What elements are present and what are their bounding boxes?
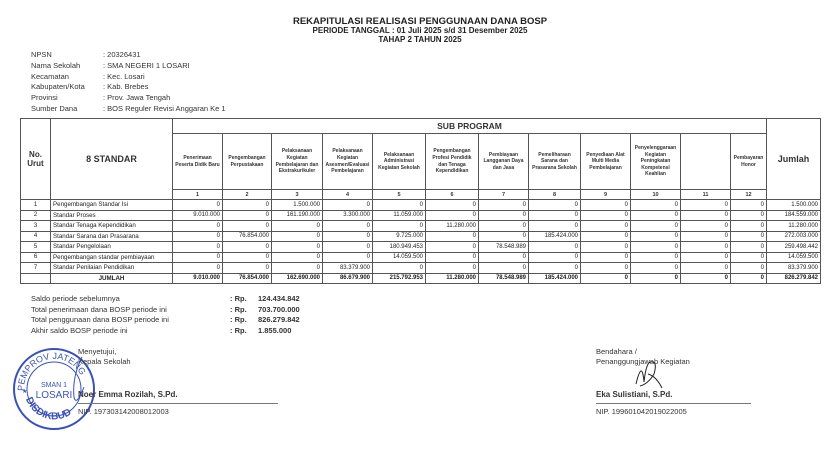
- cell-value: 0: [323, 221, 373, 232]
- cell-value: 0: [323, 200, 373, 211]
- cell-value: 0: [426, 200, 479, 211]
- cell-value: 0: [731, 252, 767, 263]
- cell-value: 78.548.989: [479, 242, 529, 253]
- cell-value: 1.500.000: [272, 200, 323, 211]
- report-period: PERIODE TANGGAL : 01 Juli 2025 s/d 31 Desember 2025: [312, 26, 528, 35]
- row-number: 1: [21, 200, 51, 211]
- column-number: 10: [631, 190, 681, 200]
- treasurer-label: Bendahara /: [596, 347, 637, 356]
- info-label: Nama Sekolah: [31, 60, 81, 70]
- info-value: : BOS Reguler Revisi Anggaran Ke 1: [103, 103, 226, 113]
- cell-value: 0: [426, 231, 479, 242]
- cell-value: 0: [581, 231, 631, 242]
- column-number: 2: [223, 190, 272, 200]
- info-label: Sumber Dana: [31, 103, 78, 113]
- no-urut-header: No. Urut: [21, 119, 51, 200]
- currency-label: : Rp.: [230, 325, 247, 335]
- info-value: : 20326431: [103, 50, 141, 59]
- column-header: Penyelenggaraan Kegiatan Peningkatan Kompetensi Keahlian: [631, 134, 681, 190]
- info-label: Kabupaten/Kota: [31, 82, 85, 92]
- cell-value: 0: [631, 231, 681, 242]
- table-row: [21, 200, 821, 211]
- bosp-table: [20, 118, 821, 284]
- cell-value: 0: [731, 231, 767, 242]
- info-label: NPSN: [31, 50, 52, 59]
- cell-value: 0: [223, 200, 272, 211]
- cell-value: 0: [426, 210, 479, 221]
- balance-summary: [31, 294, 300, 336]
- total-row: [21, 273, 821, 284]
- principal-nip: NIP. 197303142008012003: [78, 407, 169, 416]
- cell-value: 161.190.000: [272, 210, 323, 221]
- cell-value: 0: [479, 210, 529, 221]
- column-header: Penyediaan Alat Multi Media Pembelajaran: [581, 134, 631, 190]
- row-number: 2: [21, 210, 51, 221]
- stamp-bottom-text: DISDIKBUD: [23, 395, 74, 423]
- cell-value: 0: [223, 221, 272, 232]
- row-total: 184.559.000: [767, 210, 821, 221]
- column-number: 7: [479, 190, 529, 200]
- summary-value: 703.700.000: [258, 304, 300, 314]
- summary-row: [31, 326, 300, 337]
- cell-value: 0: [731, 210, 767, 221]
- total-value: 0: [581, 273, 631, 284]
- summary-row: [31, 315, 300, 326]
- cell-value: 0: [223, 242, 272, 253]
- row-total: 83.379.900: [767, 263, 821, 274]
- column-number: 3: [272, 190, 323, 200]
- cell-value: 0: [479, 221, 529, 232]
- treasurer-nip: NIP. 199601042019022005: [596, 407, 687, 416]
- info-value: : Prov. Jawa Tengah: [103, 93, 171, 103]
- cell-value: 0: [631, 210, 681, 221]
- cell-value: 11.059.000: [373, 210, 426, 221]
- row-total: 259.498.442: [767, 242, 821, 253]
- column-header: Penerimaan Peserta Didik Baru: [173, 134, 223, 190]
- standar-name: Pengembangan Standar Isi: [51, 200, 173, 211]
- row-total: 1.500.000: [767, 200, 821, 211]
- cell-value: 0: [479, 263, 529, 274]
- cell-value: 0: [529, 200, 581, 211]
- row-number: 6: [21, 252, 51, 263]
- info-row: [31, 93, 226, 104]
- summary-value: 1.855.000: [258, 325, 292, 335]
- standar-name: Standar Proses: [51, 210, 173, 221]
- cell-value: 0: [731, 242, 767, 253]
- row-total: 272.003.000: [767, 231, 821, 242]
- summary-label: Saldo periode sebelumnya: [31, 294, 120, 303]
- total-label: JUMLAH: [51, 273, 173, 284]
- cell-value: 0: [631, 221, 681, 232]
- total-value: 0: [681, 273, 731, 284]
- approval-label: Menyetujui,: [78, 347, 117, 356]
- info-value: : SMA NEGERI 1 LOSARI: [103, 60, 190, 70]
- cell-value: 0: [529, 263, 581, 274]
- column-number: 1: [173, 190, 223, 200]
- cell-value: 0: [529, 252, 581, 263]
- cell-value: 9.725.000: [373, 231, 426, 242]
- cell-value: 0: [173, 221, 223, 232]
- cell-value: 0: [581, 242, 631, 253]
- cell-value: 0: [223, 263, 272, 274]
- row-total: 14.059.500: [767, 252, 821, 263]
- cell-value: 0: [581, 263, 631, 274]
- info-row: [31, 82, 226, 93]
- cell-value: 0: [272, 263, 323, 274]
- summary-value: 826.279.842: [258, 315, 300, 324]
- table-row: [21, 263, 821, 274]
- info-row: [31, 61, 226, 72]
- currency-label: : Rp.: [230, 294, 247, 303]
- summary-value: 124.434.842: [258, 294, 300, 303]
- cell-value: 0: [173, 263, 223, 274]
- total-value: 76.854.000: [223, 273, 272, 284]
- cell-value: 76.854.000: [223, 231, 272, 242]
- cell-value: 0: [173, 252, 223, 263]
- principal-signature-block: [78, 347, 278, 416]
- column-number: 9: [581, 190, 631, 200]
- total-value: 215.792.953: [373, 273, 426, 284]
- cell-value: 0: [631, 252, 681, 263]
- total-value: 162.690.000: [272, 273, 323, 284]
- principal-title: Kepala Sekolah: [78, 357, 131, 366]
- cell-value: 83.379.900: [323, 263, 373, 274]
- cell-value: 0: [529, 210, 581, 221]
- cell-value: 0: [581, 221, 631, 232]
- cell-value: 0: [173, 242, 223, 253]
- signature-rule: [596, 403, 751, 404]
- column-header: Pembiayaan Langganan Daya dan Jasa: [479, 134, 529, 190]
- cell-value: 0: [529, 242, 581, 253]
- cell-value: 0: [581, 210, 631, 221]
- cell-value: 0: [272, 231, 323, 242]
- principal-name: Noer Emma Rozilah, S.Pd.: [78, 390, 178, 399]
- jumlah-header: Jumlah: [767, 119, 821, 200]
- column-header: Pelaksanaan Administrasi Kegiatan Sekolah: [373, 134, 426, 190]
- cell-value: 0: [479, 252, 529, 263]
- column-number: 5: [373, 190, 426, 200]
- standar-name: Standar Penilaian Pendidikan: [51, 263, 173, 274]
- cell-value: 0: [223, 252, 272, 263]
- row-number: 4: [21, 231, 51, 242]
- cell-value: 0: [731, 221, 767, 232]
- cell-value: 0: [681, 242, 731, 253]
- cell-value: 0: [731, 263, 767, 274]
- cell-value: 0: [173, 200, 223, 211]
- cell-value: 9.010.000: [173, 210, 223, 221]
- report-title: REKAPITULASI REALISASI PENGGUNAAN DANA BOSP: [292, 16, 548, 27]
- cell-value: 0: [631, 263, 681, 274]
- total-value: 185.424.000: [529, 273, 581, 284]
- table-row: [21, 242, 821, 253]
- column-header: Pelaksanaan Kegiatan Asesmen/Evaluasi Pembelajaran: [323, 134, 373, 190]
- currency-label: : Rp.: [230, 304, 247, 314]
- summary-label: Total penggunaan dana BOSP periode ini: [31, 315, 169, 324]
- column-header: Pemeliharaan Sarana dan Prasarana Sekolah: [529, 134, 581, 190]
- cell-value: 0: [426, 263, 479, 274]
- standar-name: Pengembangan standar pembiayaan: [51, 252, 173, 263]
- cell-value: 0: [479, 231, 529, 242]
- sub-program-header: SUB PROGRAM: [173, 119, 767, 134]
- info-row: [31, 72, 226, 83]
- school-info: [31, 50, 226, 115]
- cell-value: 3.300.000: [323, 210, 373, 221]
- row-number: 5: [21, 242, 51, 253]
- cell-value: 0: [223, 210, 272, 221]
- signature-rule: [78, 403, 278, 404]
- total-value: 0: [731, 273, 767, 284]
- report-stage: TAHAP 2 TAHUN 2025: [378, 35, 462, 44]
- report-header: [0, 17, 840, 44]
- info-row: [31, 104, 226, 115]
- cell-value: 0: [272, 221, 323, 232]
- cell-value: 0: [173, 231, 223, 242]
- cell-value: 0: [373, 263, 426, 274]
- cell-value: 0: [681, 252, 731, 263]
- cell-value: 180.949.453: [373, 242, 426, 253]
- total-value: 78.548.989: [479, 273, 529, 284]
- total-value: 86.679.900: [323, 273, 373, 284]
- total-value: 0: [631, 273, 681, 284]
- cell-value: 0: [373, 221, 426, 232]
- treasurer-name: Eka Sulistiani, S.Pd.: [596, 390, 673, 399]
- cell-value: 0: [631, 200, 681, 211]
- row-number: 7: [21, 263, 51, 274]
- standar-header: 8 STANDAR: [51, 119, 173, 200]
- cell-value: 0: [681, 221, 731, 232]
- cell-value: 185.424.000: [529, 231, 581, 242]
- currency-label: : Rp.: [230, 315, 247, 324]
- column-header: Pengembangan Profesi Pendidik dan Tenaga Kependidikan: [426, 134, 479, 190]
- column-header: [681, 134, 731, 190]
- summary-label: Akhir saldo BOSP periode ini: [31, 325, 128, 335]
- stamp-top-text: PEMPROV JATENG: [15, 350, 88, 392]
- treasurer-signature-block: [596, 347, 751, 416]
- cell-value: 0: [272, 252, 323, 263]
- cell-value: 0: [731, 200, 767, 211]
- summary-row: [31, 294, 300, 305]
- table-row: [21, 252, 821, 263]
- table-row: [21, 221, 821, 232]
- info-label: Kecamatan: [31, 71, 69, 81]
- cell-value: 0: [272, 242, 323, 253]
- cell-value: 0: [681, 210, 731, 221]
- column-header: Pelaksanaan Kegiatan Pembelajaran dan Ekstrakurikuler: [272, 134, 323, 190]
- column-number: 6: [426, 190, 479, 200]
- cell-value: 0: [373, 200, 426, 211]
- cell-value: 0: [323, 242, 373, 253]
- star-icon: ★: [22, 389, 28, 395]
- info-value: : Kab. Brebes: [103, 82, 149, 92]
- cell-value: 0: [323, 252, 373, 263]
- column-number: 8: [529, 190, 581, 200]
- column-header: Pembayaran Honor: [731, 134, 767, 190]
- cell-value: 11.280.000: [426, 221, 479, 232]
- cell-value: 0: [581, 252, 631, 263]
- grand-total: 826.279.842: [767, 273, 821, 284]
- cell-value: 0: [681, 200, 731, 211]
- column-number: 11: [681, 190, 731, 200]
- cell-value: 0: [681, 231, 731, 242]
- row-number: 3: [21, 221, 51, 232]
- column-number: 4: [323, 190, 373, 200]
- column-number: 12: [731, 190, 767, 200]
- cell-value: 0: [323, 231, 373, 242]
- standar-name: Standar Sarana dan Prasarana: [51, 231, 173, 242]
- total-value: 9.010.000: [173, 273, 223, 284]
- summary-label: Total penerimaan dana BOSP periode ini: [31, 304, 167, 314]
- empty-cell: [21, 273, 51, 284]
- standar-name: Standar Tenaga Kependidikan: [51, 221, 173, 232]
- stamp-middle1: SMAN 1: [40, 382, 68, 389]
- cell-value: 0: [426, 252, 479, 263]
- standar-name: Standar Pengelolaan: [51, 242, 173, 253]
- cell-value: 0: [581, 200, 631, 211]
- cell-value: 0: [681, 263, 731, 274]
- cell-value: 0: [426, 242, 479, 253]
- info-row: [31, 50, 226, 61]
- cell-value: 14.059.500: [373, 252, 426, 263]
- summary-row: [31, 305, 300, 316]
- column-header: Pengembangan Perpustakaan: [223, 134, 272, 190]
- info-value: : Kec. Losari: [103, 71, 145, 81]
- table-row: [21, 210, 821, 221]
- info-label: Provinsi: [31, 93, 58, 103]
- total-value: 11.280.000: [426, 273, 479, 284]
- cell-value: 0: [479, 200, 529, 211]
- stamp-middle2: LOSARI: [35, 390, 73, 401]
- row-total: 11.280.000: [767, 221, 821, 232]
- treasurer-title: Penanggungjawab Kegiatan: [596, 357, 690, 366]
- cell-value: 0: [631, 242, 681, 253]
- cell-value: 0: [529, 221, 581, 232]
- table-row: [21, 231, 821, 242]
